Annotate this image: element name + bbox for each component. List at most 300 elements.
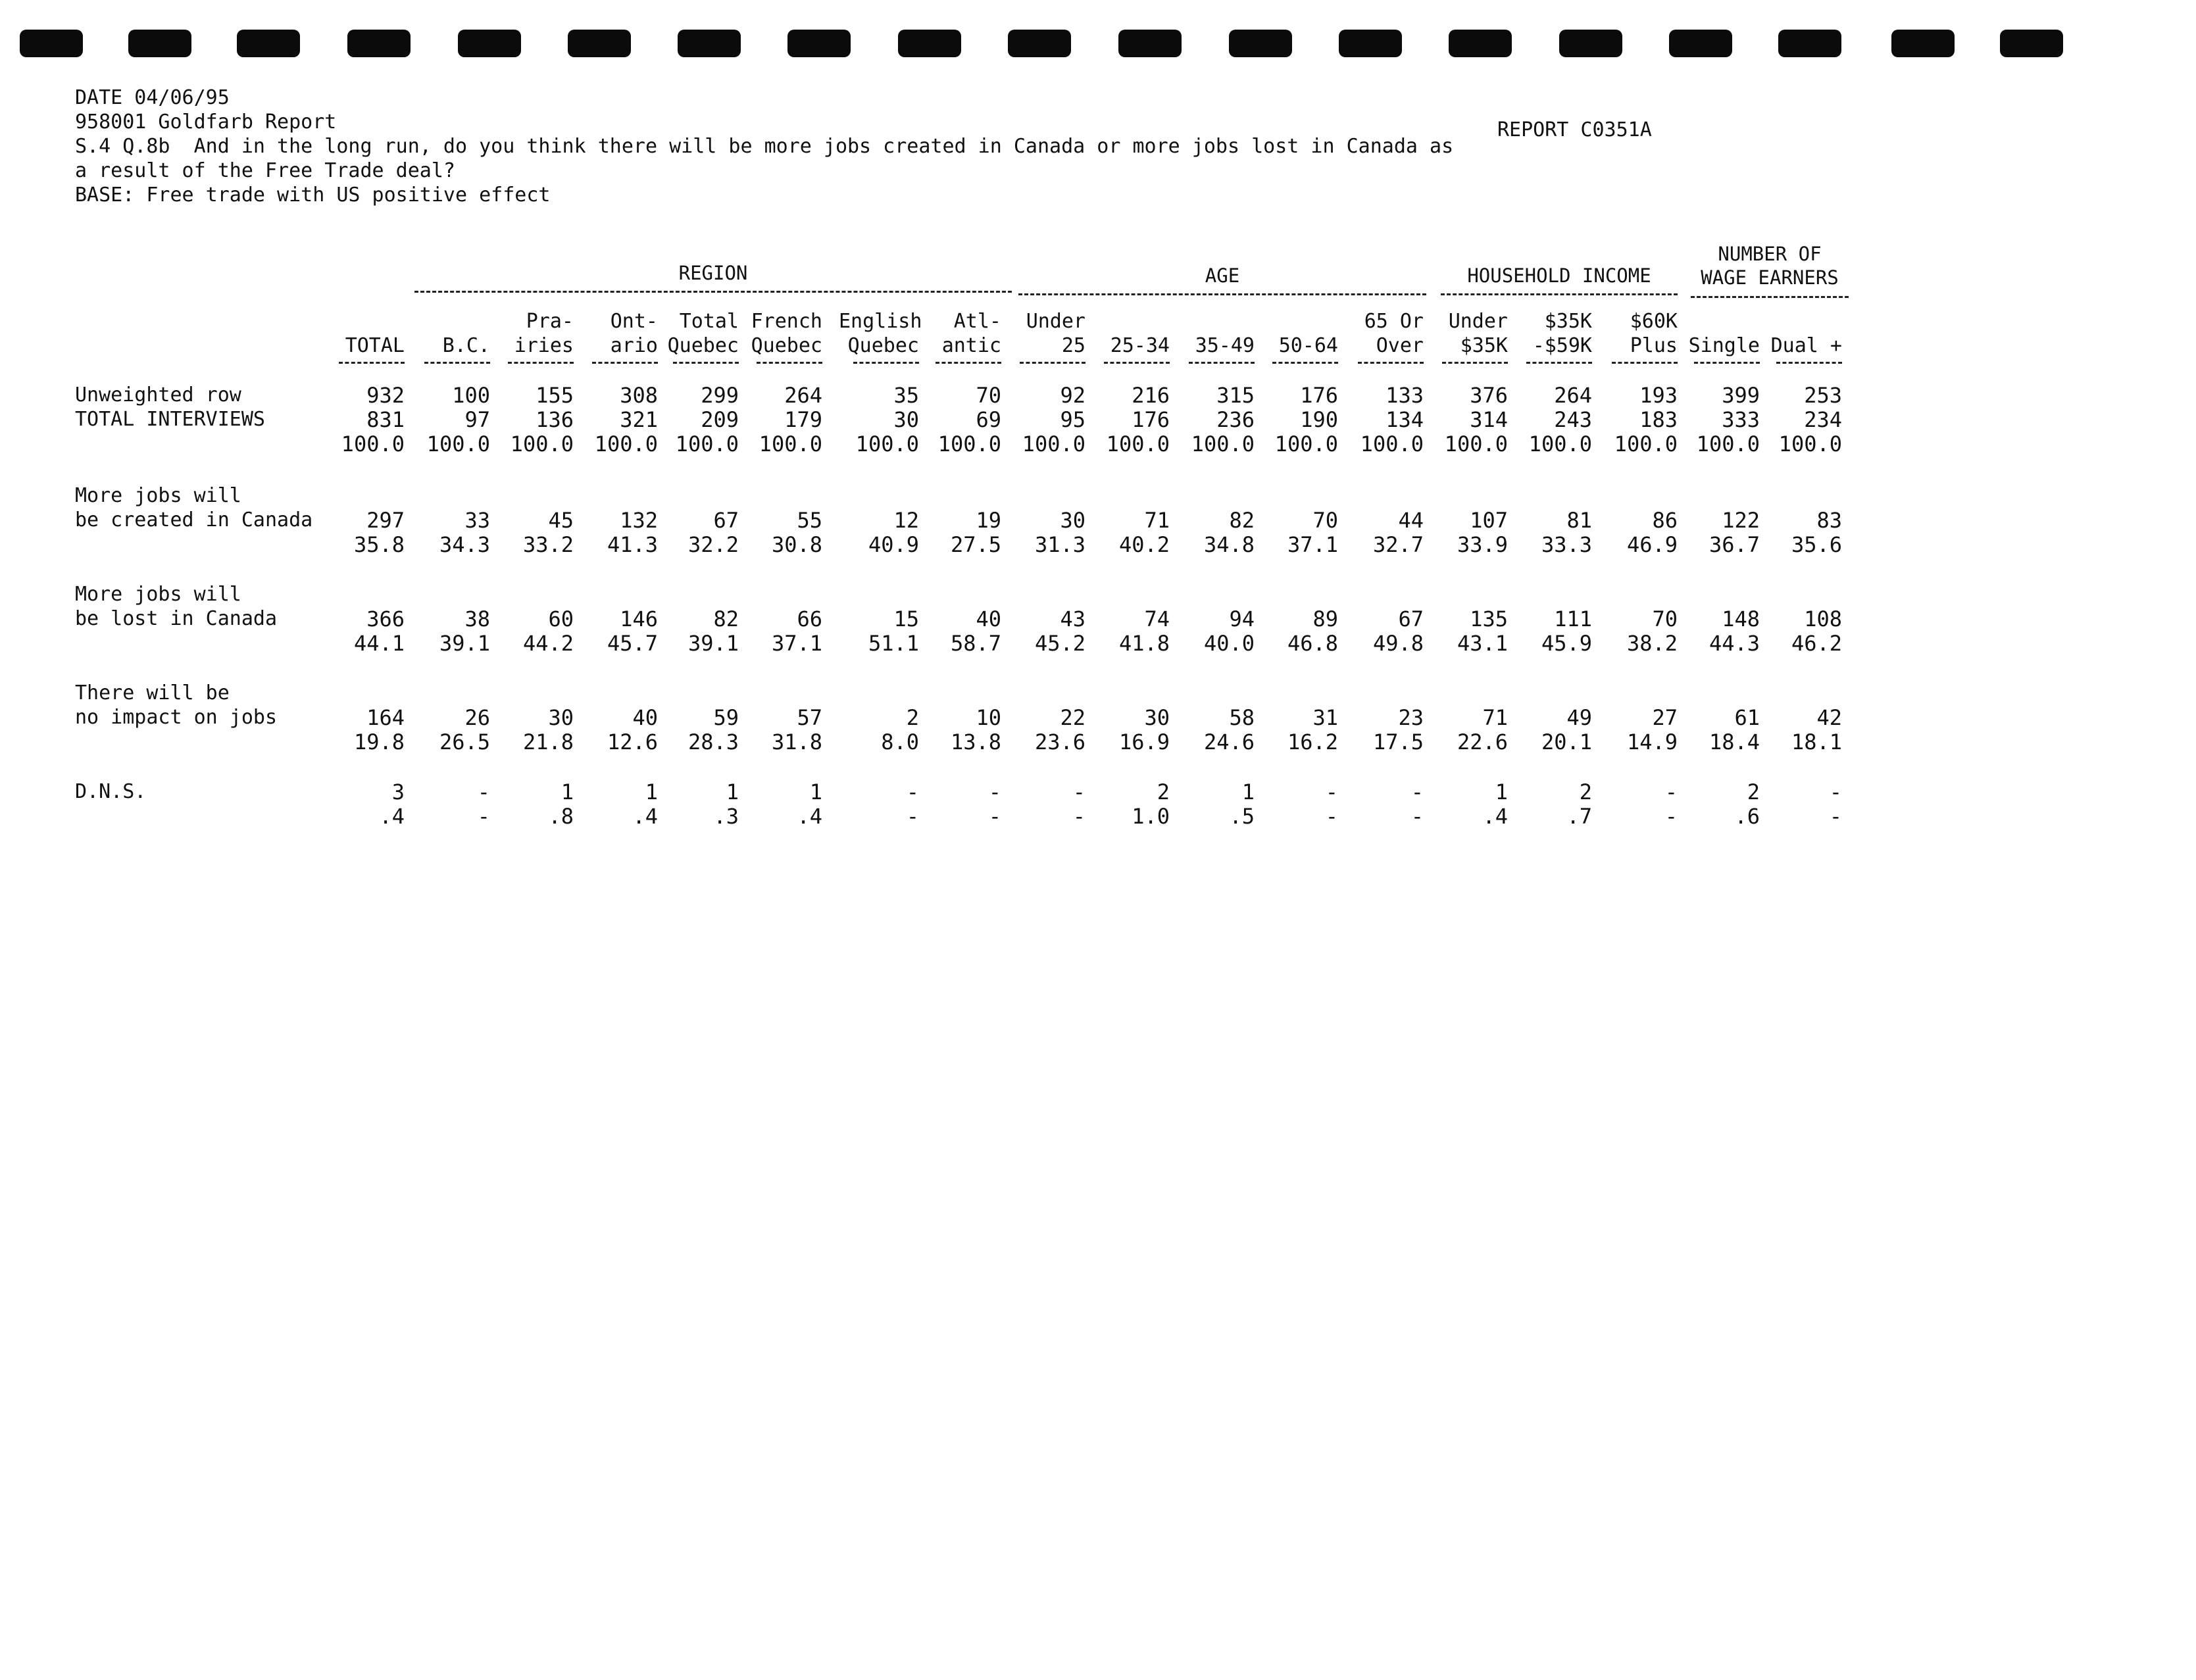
group-age-label: AGE [1205, 264, 1240, 287]
table-cell: 23 [1398, 705, 1424, 730]
table-cell: 55 [797, 508, 822, 533]
row-label-line: More jobs will [75, 484, 241, 507]
table-cell: 43.1 [1457, 631, 1508, 656]
table-cell: 23.6 [1034, 729, 1086, 754]
table-cell: 10 [976, 705, 1001, 730]
table-cell: 46.8 [1287, 631, 1338, 656]
table-cell: 35.6 [1791, 532, 1842, 557]
table-cell: 57 [797, 705, 822, 730]
perforation-hole [128, 30, 191, 57]
table-cell: .4 [632, 804, 658, 829]
column-header-line-2: TOTAL [345, 334, 405, 357]
table-cell: .4 [379, 804, 405, 829]
table-cell: - [1664, 804, 1678, 829]
row-label-line: no impact on jobs [75, 706, 278, 729]
table-cell: 44 [1398, 508, 1424, 533]
perforation-hole [678, 30, 741, 57]
table-cell: - [1829, 779, 1842, 804]
column-header [1174, 309, 1255, 364]
table-cell: 37.1 [1287, 532, 1338, 557]
row-label [75, 383, 265, 432]
table-cell: 376 [1470, 383, 1508, 408]
column-header [410, 309, 490, 364]
table-cell: 40.0 [1203, 631, 1255, 656]
table-cell: 100.0 [1696, 432, 1760, 457]
table-cell: 49 [1566, 705, 1592, 730]
table-cell: 94 [1229, 606, 1255, 631]
table-cell: 100.0 [937, 432, 1001, 457]
table-cell: 40.9 [868, 532, 919, 557]
table-cell: 333 [1722, 407, 1760, 432]
table-cell: 39.1 [687, 631, 739, 656]
column-header [1005, 309, 1086, 364]
table-cell: 44.2 [522, 631, 574, 656]
table-cell: 39.1 [439, 631, 490, 656]
table-cell: 253 [1804, 383, 1842, 408]
report-id: REPORT C0351A [1497, 118, 1652, 141]
table-cell: - [1072, 804, 1086, 829]
column-header [1512, 309, 1592, 364]
table-cell: 41.8 [1118, 631, 1170, 656]
row-label [75, 582, 277, 631]
row-label-line: D.N.S. [75, 780, 147, 803]
table-cell: 97 [464, 407, 490, 432]
table-cell: 100.0 [855, 432, 919, 457]
column-header-line-1 [1089, 309, 1170, 334]
table-cell: 42 [1816, 705, 1842, 730]
table-cell: 133 [1385, 383, 1424, 408]
table-cell: 27.5 [950, 532, 1001, 557]
table-cell: 19.8 [353, 729, 405, 754]
table-cell: 74 [1144, 606, 1170, 631]
group-wage-label-2: WAGE EARNERS [1701, 266, 1839, 289]
table-cell: 82 [1229, 508, 1255, 533]
column-header [1762, 309, 1842, 364]
table-cell: 932 [366, 383, 405, 408]
row-label [75, 779, 146, 804]
table-cell: 100.0 [1106, 432, 1170, 457]
table-cell: 71 [1144, 508, 1170, 533]
column-header-line-1: 65 Or [1364, 310, 1424, 333]
table-cell: .8 [548, 804, 574, 829]
table-cell: 308 [620, 383, 658, 408]
column-header-line-2: iries [514, 334, 574, 357]
table-cell: 69 [976, 407, 1001, 432]
table-cell: 30 [1144, 705, 1170, 730]
table-cell: 33.3 [1541, 532, 1592, 557]
table-cell: 82 [713, 606, 739, 631]
table-cell: - [1829, 804, 1842, 829]
column-header-line-2: 35-49 [1195, 334, 1255, 357]
table-cell: 34.8 [1203, 532, 1255, 557]
table-cell: 1 [726, 779, 739, 804]
question-line-2: a result of the Free Trade deal? [75, 159, 455, 182]
column-header-line-2: 25-34 [1110, 334, 1170, 357]
table-cell: 1 [1241, 779, 1255, 804]
table-cell: 32.7 [1372, 532, 1424, 557]
table-cell: 3 [391, 779, 405, 804]
column-header-line-2: antic [941, 334, 1001, 357]
table-cell: 100.0 [1614, 432, 1678, 457]
table-cell: 67 [1398, 606, 1424, 631]
group-region-label: REGION [678, 262, 748, 284]
table-cell: - [1325, 779, 1338, 804]
table-cell: - [988, 779, 1001, 804]
table-cell: 34.3 [439, 532, 490, 557]
table-cell: 35.8 [353, 532, 405, 557]
perforation-hole [898, 30, 961, 57]
question-line-1: S.4 Q.8b And in the long run, do you think there will be more jobs created in Canada or more jobs lost in Canada as [75, 135, 1454, 158]
table-cell: 43 [1060, 606, 1086, 631]
table-cell: 831 [366, 407, 405, 432]
table-cell: 44.1 [353, 631, 405, 656]
table-cell: 40.2 [1118, 532, 1170, 557]
column-header-line-2: Plus [1630, 334, 1678, 357]
table-cell: .6 [1734, 804, 1760, 829]
table-cell: 45.9 [1541, 631, 1592, 656]
table-cell: 30 [893, 407, 919, 432]
perforation-strip [20, 30, 2184, 59]
column-header-line-1: Pra- [526, 310, 574, 333]
group-region [414, 262, 1012, 293]
table-cell: 2 [1579, 779, 1592, 804]
perforation-hole [458, 30, 521, 57]
table-cell: 71 [1482, 705, 1508, 730]
table-cell: 155 [536, 383, 574, 408]
column-header-line-1 [1680, 309, 1760, 334]
table-cell: 38.2 [1626, 631, 1678, 656]
table-cell: - [1325, 804, 1338, 829]
table-cell: 30.8 [771, 532, 822, 557]
row-label-line: More jobs will [75, 583, 241, 606]
table-cell: 20.1 [1541, 729, 1592, 754]
table-cell: 176 [1300, 383, 1338, 408]
table-cell: 100.0 [1778, 432, 1842, 457]
table-cell: 243 [1554, 407, 1592, 432]
table-cell: 40 [976, 606, 1001, 631]
column-header-line-1: Total [679, 310, 739, 333]
table-cell: 58.7 [950, 631, 1001, 656]
table-cell: 193 [1639, 383, 1678, 408]
perforation-hole [568, 30, 631, 57]
table-cell: 236 [1216, 407, 1255, 432]
table-cell: 12 [893, 508, 919, 533]
column-header [839, 309, 922, 364]
table-cell: 1 [561, 779, 574, 804]
table-cell: 44.3 [1709, 631, 1760, 656]
perforation-hole [1118, 30, 1182, 57]
table-cell: 100.0 [426, 432, 490, 457]
table-cell: 315 [1216, 383, 1255, 408]
table-cell: 100.0 [341, 432, 405, 457]
table-cell: 134 [1385, 407, 1424, 432]
table-cell: 81 [1566, 508, 1592, 533]
table-cell: 61 [1734, 705, 1760, 730]
table-cell: 299 [701, 383, 739, 408]
column-header-line-1 [1258, 309, 1338, 334]
column-header-line-1: Ont- [610, 310, 658, 333]
table-cell: 100.0 [510, 432, 574, 457]
table-cell: 49.8 [1372, 631, 1424, 656]
table-cell: 70 [1312, 508, 1338, 533]
group-income-label: HOUSEHOLD INCOME [1467, 264, 1651, 287]
table-cell: - [1410, 804, 1424, 829]
perforation-hole [1229, 30, 1292, 57]
table-cell: 19 [976, 508, 1001, 533]
column-header-line-2: Single [1688, 334, 1760, 357]
table-cell: - [1072, 779, 1086, 804]
column-header [1089, 309, 1170, 364]
table-cell: 100.0 [1274, 432, 1338, 457]
table-cell: 216 [1132, 383, 1170, 408]
column-header-line-1 [1762, 309, 1842, 334]
column-header [578, 309, 658, 364]
column-header [1258, 309, 1338, 364]
row-label-line: TOTAL INTERVIEWS [75, 408, 265, 431]
table-cell: 58 [1229, 705, 1255, 730]
table-cell: 30 [548, 705, 574, 730]
table-cell: 8.0 [881, 729, 919, 754]
column-header-line-2: 25 [1061, 334, 1086, 357]
perforation-hole [787, 30, 851, 57]
perforation-hole [1449, 30, 1512, 57]
table-cell: 100.0 [1191, 432, 1255, 457]
table-cell: - [1664, 779, 1678, 804]
column-header-line-1 [410, 309, 490, 334]
table-cell: 33.2 [522, 532, 574, 557]
perforation-hole [20, 30, 83, 57]
row-label [75, 681, 277, 729]
table-cell: 31 [1312, 705, 1338, 730]
table-cell: 32.2 [687, 532, 739, 557]
row-label-line: Unweighted row [75, 383, 241, 407]
perforation-hole [1891, 30, 1955, 57]
table-cell: 60 [548, 606, 574, 631]
table-cell: 111 [1554, 606, 1592, 631]
table-cell: 1.0 [1132, 804, 1170, 829]
table-cell: 264 [784, 383, 822, 408]
table-cell: - [477, 779, 490, 804]
table-cell: 30 [1060, 508, 1086, 533]
table-cell: 24.6 [1203, 729, 1255, 754]
table-cell: 399 [1722, 383, 1760, 408]
table-cell: 45.7 [607, 631, 658, 656]
table-cell: 70 [1652, 606, 1678, 631]
table-cell: 16.2 [1287, 729, 1338, 754]
table-cell: 100.0 [759, 432, 822, 457]
table-cell: 100.0 [594, 432, 658, 457]
table-cell: 92 [1060, 383, 1086, 408]
group-age [1018, 264, 1426, 295]
group-wage-label-1: NUMBER OF [1718, 243, 1822, 265]
table-cell: 33.9 [1457, 532, 1508, 557]
table-cell: 366 [366, 606, 405, 631]
table-cell: 38 [464, 606, 490, 631]
table-cell: 33 [464, 508, 490, 533]
table-cell: 100.0 [1444, 432, 1508, 457]
column-header [742, 309, 822, 364]
column-header [1343, 309, 1424, 364]
column-header-line-2: 50-64 [1278, 334, 1338, 357]
table-cell: 164 [366, 705, 405, 730]
table-cell: 321 [620, 407, 658, 432]
table-cell: 37.1 [771, 631, 822, 656]
table-cell: - [988, 804, 1001, 829]
table-cell: 67 [713, 508, 739, 533]
table-cell: 314 [1470, 407, 1508, 432]
table-cell: 122 [1722, 508, 1760, 533]
table-cell: 41.3 [607, 532, 658, 557]
table-cell: 100.0 [1360, 432, 1424, 457]
table-cell: 14.9 [1626, 729, 1678, 754]
table-cell: 209 [701, 407, 739, 432]
table-cell: 86 [1652, 508, 1678, 533]
table-cell: .4 [797, 804, 822, 829]
table-cell: 13.8 [950, 729, 1001, 754]
table-cell: - [906, 779, 919, 804]
table-cell: 100.0 [1022, 432, 1086, 457]
table-cell: 2 [1747, 779, 1760, 804]
table-cell: 31.8 [771, 729, 822, 754]
table-cell: 176 [1132, 407, 1170, 432]
table-cell: 1 [809, 779, 822, 804]
table-cell: 2 [1157, 779, 1170, 804]
column-header-line-1 [1174, 309, 1255, 334]
table-cell: 100.0 [675, 432, 739, 457]
column-header [324, 309, 405, 364]
column-header-line-1: Atl- [953, 310, 1001, 333]
table-cell: 26 [464, 705, 490, 730]
table-cell: 15 [893, 606, 919, 631]
table-cell: 16.9 [1118, 729, 1170, 754]
column-header-line-2: -$59K [1532, 334, 1592, 357]
table-cell: 264 [1554, 383, 1592, 408]
table-cell: 107 [1470, 508, 1508, 533]
table-cell: .4 [1482, 804, 1508, 829]
column-header-line-1: French [751, 310, 822, 333]
report-name: 958001 Goldfarb Report [75, 111, 337, 134]
table-cell: 46.9 [1626, 532, 1678, 557]
perforation-hole [1008, 30, 1071, 57]
perforation-hole [347, 30, 411, 57]
table-cell: 66 [797, 606, 822, 631]
table-cell: 95 [1060, 407, 1086, 432]
column-header-line-2: Quebec [667, 334, 739, 357]
table-cell: 46.2 [1791, 631, 1842, 656]
column-header [1597, 309, 1678, 364]
column-header-line-1 [324, 309, 405, 334]
table-cell: 100 [452, 383, 490, 408]
table-cell: 22.6 [1457, 729, 1508, 754]
column-header [921, 309, 1001, 364]
table-cell: - [906, 804, 919, 829]
perforation-hole [2000, 30, 2063, 57]
column-header-line-1: Under [1026, 310, 1086, 333]
row-label-line: be lost in Canada [75, 607, 278, 630]
table-cell: 22 [1060, 705, 1086, 730]
table-cell: 190 [1300, 407, 1338, 432]
table-cell: 27 [1652, 705, 1678, 730]
perforation-hole [1559, 30, 1622, 57]
table-cell: 51.1 [868, 631, 919, 656]
column-header-line-2: Dual + [1770, 334, 1842, 357]
perforation-hole [1339, 30, 1402, 57]
table-cell: 132 [620, 508, 658, 533]
table-cell: .7 [1566, 804, 1592, 829]
column-header-line-2: Quebec [847, 334, 919, 357]
column-header [659, 309, 739, 364]
table-cell: 83 [1816, 508, 1842, 533]
column-header-line-2: $35K [1460, 334, 1508, 357]
table-cell: - [477, 804, 490, 829]
row-label-line: be created in Canada [75, 508, 313, 531]
table-cell: 1 [1495, 779, 1508, 804]
table-cell: 18.4 [1709, 729, 1760, 754]
column-header-line-2: B.C. [442, 334, 490, 357]
table-cell: 26.5 [439, 729, 490, 754]
report-header [75, 86, 1453, 207]
column-header-line-1: $60K [1630, 310, 1678, 333]
row-label [75, 483, 312, 532]
report-date: DATE 04/06/95 [75, 86, 230, 109]
table-cell: .3 [713, 804, 739, 829]
table-cell: 36.7 [1709, 532, 1760, 557]
table-cell: 45 [548, 508, 574, 533]
column-header [1428, 309, 1508, 364]
table-cell: - [1410, 779, 1424, 804]
table-cell: 1 [645, 779, 658, 804]
table-cell: 297 [366, 508, 405, 533]
table-cell: 18.1 [1791, 729, 1842, 754]
column-header-line-2: Over [1376, 334, 1424, 357]
table-cell: 35 [893, 383, 919, 408]
perforation-hole [1669, 30, 1732, 57]
table-cell: 89 [1312, 606, 1338, 631]
table-cell: 108 [1804, 606, 1842, 631]
column-header-line-2: ario [610, 334, 658, 357]
table-cell: 148 [1722, 606, 1760, 631]
table-cell: 31.3 [1034, 532, 1086, 557]
column-header-line-2: Quebec [751, 334, 822, 357]
table-cell: 21.8 [522, 729, 574, 754]
table-cell: 59 [713, 705, 739, 730]
table-cell: 12.6 [607, 729, 658, 754]
table-cell: 136 [536, 407, 574, 432]
table-cell: 17.5 [1372, 729, 1424, 754]
perforation-hole [1778, 30, 1841, 57]
table-cell: 70 [976, 383, 1001, 408]
perforation-hole [237, 30, 300, 57]
table-cell: 146 [620, 606, 658, 631]
column-header-line-1: $35K [1544, 310, 1592, 333]
column-header [493, 309, 574, 364]
table-cell: 135 [1470, 606, 1508, 631]
column-header-line-1: English [839, 310, 922, 333]
table-cell: 2 [906, 705, 919, 730]
group-income [1441, 264, 1678, 295]
table-cell: 179 [784, 407, 822, 432]
column-header-line-1: Under [1448, 310, 1508, 333]
row-label-line: There will be [75, 681, 230, 704]
table-cell: 28.3 [687, 729, 739, 754]
base-description: BASE: Free trade with US positive effect [75, 184, 551, 207]
column-header [1680, 309, 1760, 364]
table-cell: 40 [632, 705, 658, 730]
table-cell: 45.2 [1034, 631, 1086, 656]
table-cell: 234 [1804, 407, 1842, 432]
table-cell: 183 [1639, 407, 1678, 432]
table-cell: 100.0 [1528, 432, 1592, 457]
